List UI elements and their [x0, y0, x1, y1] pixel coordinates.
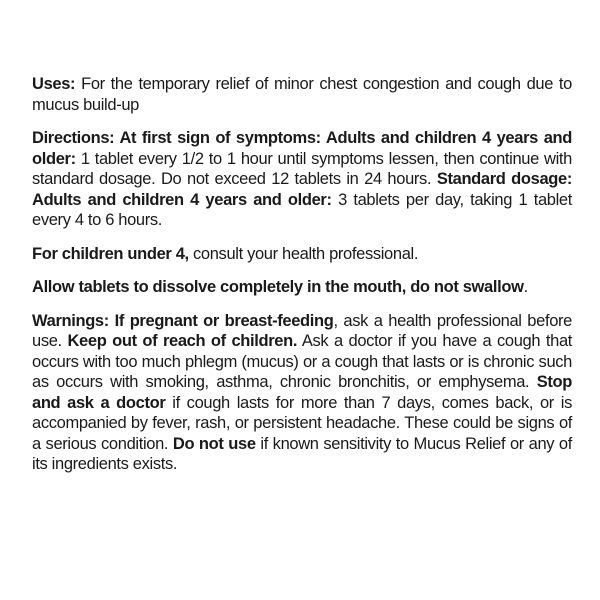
- dissolve-section: [32, 277, 572, 298]
- standard-dosage-text: 3 tablets per day, taking 1 tablet every 4 to 6 hours.: [32, 190, 572, 229]
- standard-dosage-heading: Standard dosage: Adults and children 4 years and older:: [32, 170, 572, 209]
- do-not-use: Do not use: [172, 434, 256, 453]
- children-section: [32, 244, 572, 265]
- stop-ask-doctor: Stop and ask a doctor: [32, 373, 572, 412]
- directions-text: 1 tablet every 1/2 to 1 hour until symptoms lessen, then continue with standard dosage. Do not exceed 12 tablets in 24 hours.: [32, 149, 572, 188]
- dissolve-text: Allow tablets to dissolve completely in the mouth, do not swallow: [32, 278, 524, 296]
- children-heading: For children under 4,: [32, 244, 189, 263]
- warnings-text-1: , ask a health professional before use.: [32, 311, 572, 350]
- uses-text: For the temporary relief of minor chest congestion and cough due to mucus build-up: [32, 75, 572, 114]
- drug-facts-panel: [32, 74, 572, 475]
- pregnant-warning: If pregnant or breast-feeding: [108, 311, 334, 330]
- warnings-text-3: if cough lasts for more than 7 days, comes back, or is accompanied by fever, rash, or persistent headache. These could be signs of a serious condition.: [32, 393, 572, 453]
- warnings-text-4: if known sensitivity to Mucus Relief or any of its ingredients exists.: [32, 434, 572, 473]
- directions-section: [32, 128, 572, 231]
- warnings-heading: Warnings:: [32, 311, 109, 330]
- dissolve-tail: .: [523, 278, 528, 296]
- children-text: consult your health professional.: [188, 244, 419, 263]
- directions-heading: Directions: At first sign of symptoms: Adults and children 4 years and older:: [32, 129, 572, 168]
- uses-heading: Uses:: [32, 75, 76, 93]
- warnings-text-2: Ask a doctor if you have a cough that occurs with too much phlegm (mucus) or a cough that lasts or is chronic such as occurs with smoking, asthma, chronic bronchitis, or emphysema.: [32, 332, 572, 391]
- uses-section: [32, 74, 572, 115]
- keep-out-warning: Keep out of reach of children.: [67, 332, 298, 350]
- warnings-section: [32, 311, 572, 475]
